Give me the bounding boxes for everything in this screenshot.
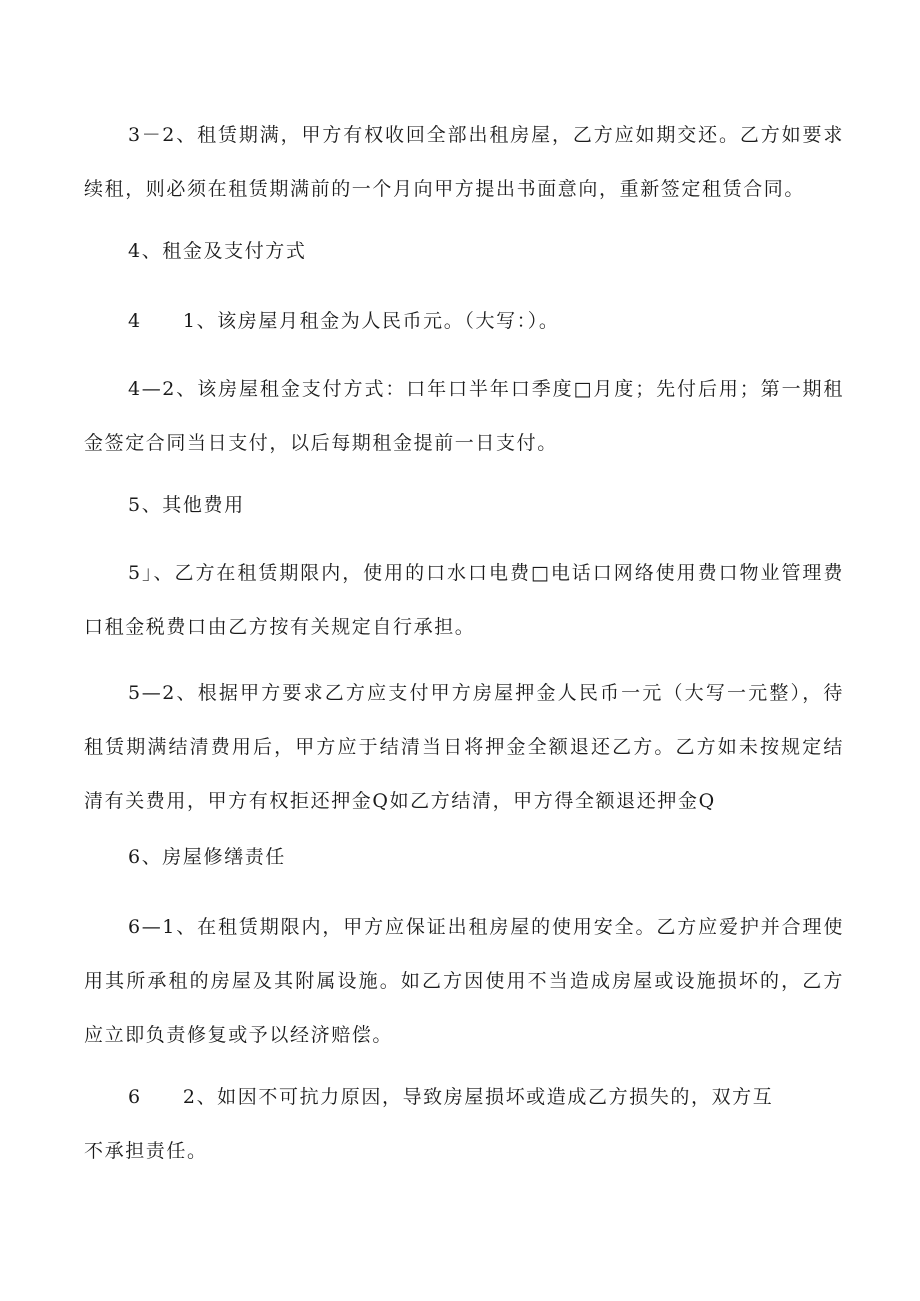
heading-other-fees: 5、其他费用 (128, 494, 245, 516)
paragraph-4-2: 4—2、该房屋租金支付方式：口年口半年口季度□月度；先付后用；第一期租金签定合同当日支付，以后每期租金提前一日支付。 (84, 378, 844, 454)
paragraph-6-1: 6—1、在租赁期限内，甲方应保证出租房屋的使用安全。乙方应爱护并合理使用其所承租的房屋及其附属设施。如乙方因使用不当造成房屋或设施损坏的，乙方应立即负责修复或予以经济赔偿。 (84, 916, 844, 1046)
paragraph-5-2: 5—2、根据甲方要求乙方应支付甲方房屋押金人民币一元（大写一元整），待租赁期满结清费用后，甲方应于结清当日将押金全额退还乙方。乙方如未按规定结清有关费用，甲方有权拒还押金Q如乙方结清，甲方得全额退还押金Q (84, 682, 844, 812)
paragraph-4-1: 4 1、该房屋月租金为人民币元。（大写：）。 (128, 310, 560, 332)
heading-repair-responsibility: 6、房屋修缮责任 (128, 846, 286, 868)
heading-rent-and-payment: 4、租金及支付方式 (128, 240, 307, 262)
paragraph-6-2: 6 2、如因不可抗力原因，导致房屋损坏或造成乙方损失的，双方互不承担责任。 (84, 1086, 774, 1162)
paragraph-3-2: 3－2、租赁期满，甲方有权收回全部出租房屋，乙方应如期交还。乙方如要求续租，则必须在租赁期满前的一个月向甲方提出书面意向，重新签定租赁合同。 (84, 124, 844, 200)
paragraph-5-1: 5」、乙方在租赁期限内，使用的口水口电费□电话口网络使用费口物业管理费口租金税费口由乙方按有关规定自行承担。 (84, 562, 844, 638)
